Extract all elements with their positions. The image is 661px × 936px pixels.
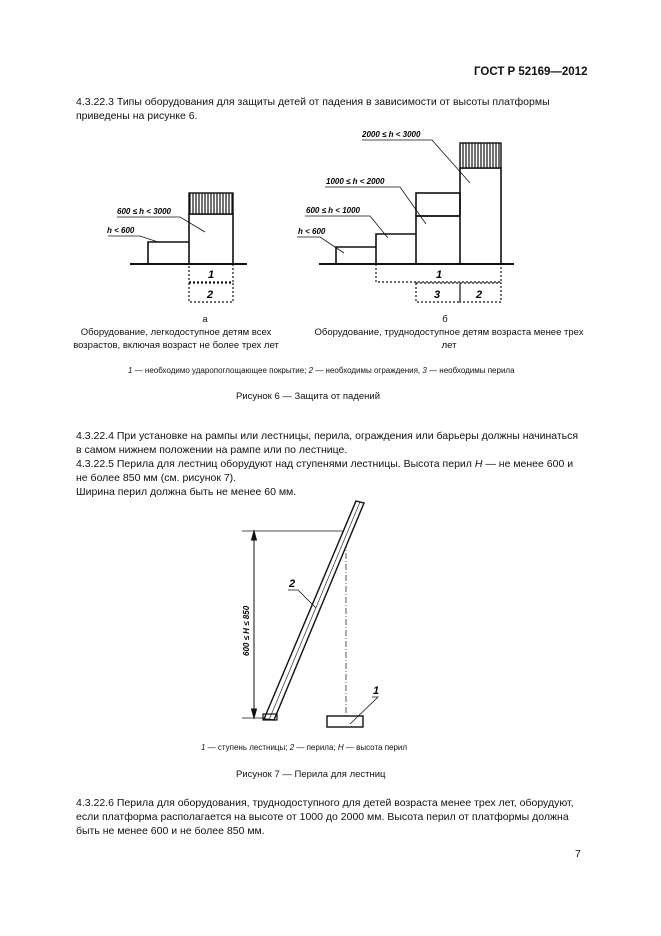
paragraph-4-3-22-6: 4.3.22.6 Перила для оборудования, труднодоступного для детей возраста менее трех лет, оборудуют, если платформа располагается на высоте от 1000 до 2000 мм. Высота перил от платформы должна быть не менее 600 и не более 850 мм.	[76, 797, 574, 837]
legend-num: 2	[289, 743, 295, 752]
fig7-label-2: 2	[289, 578, 296, 590]
fig6b-label-1000-2000: 1000 ≤ h < 2000	[326, 177, 385, 186]
fig6b-box-3: 3	[434, 289, 441, 301]
fig6b-label-2000-3000: 2000 ≤ h < 3000	[362, 130, 421, 139]
fig6a-box-2: 2	[207, 289, 214, 301]
fig6b-label-600-1000: 600 ≤ h < 1000	[306, 206, 360, 215]
legend-num: 3	[422, 366, 427, 375]
legend-text: — перила;	[294, 743, 338, 752]
legend-text: — высота перил	[343, 743, 408, 752]
legend-text: — необходимо ударопоглощающее покрытие;	[132, 366, 309, 375]
fig6b-label-h-lt-600: h < 600	[298, 227, 326, 236]
page-number: 7	[575, 848, 581, 860]
fig7-dimension-label: 600 ≤ H ≤ 850	[242, 605, 251, 656]
document-header: ГОСТ Р 52169—2012	[474, 66, 588, 78]
fig6b-caption: Оборудование, труднодоступное детям возраста менее трех лет	[314, 327, 584, 351]
fig7-label-1: 1	[373, 685, 380, 697]
figure-6-title: Рисунок 6 — Защита от падений	[236, 391, 381, 402]
legend-num: 2	[308, 366, 314, 375]
legend-num: 1	[128, 366, 133, 375]
legend-text: — необходимы ограждения,	[313, 366, 423, 375]
fig6a-sub-letter: а	[202, 314, 208, 325]
fig6b-box-2: 2	[476, 289, 483, 301]
fig6a-label-600-3000: 600 ≤ h < 3000	[117, 207, 171, 216]
paragraph-rail-width: Ширина перил должна быть не менее 60 мм.	[76, 486, 297, 498]
fig6a-caption: Оборудование, легкодоступное детям всех возрастов, включая возраст не более трех лет	[73, 327, 279, 351]
fig6a-label-h-lt-600: h < 600	[107, 226, 135, 235]
fig7-legend	[201, 743, 407, 752]
paragraph-text: — не менее 600 и не более 850 мм (см. рисунок 7).	[76, 458, 574, 484]
legend-text: — ступень лестницы;	[205, 743, 290, 752]
variable-h: H	[474, 458, 483, 470]
paragraph-text: 4.3.22.5 Перила для лестниц оборудуют над ступенями лестницы. Высота перил	[76, 458, 472, 470]
paragraph-text: 4.3.22.3 Типы оборудования для защиты детей от падения в зависимости от высоты платформы приведены на рисунке 6.	[76, 96, 550, 122]
paragraph-4-3-22-4: 4.3.22.4 При установке на рампы или лестницы, перила, ограждения или барьеры должны начинаться в самом нижнем положении на рампе или по лестнице.	[76, 430, 579, 456]
legend-num: H	[337, 743, 344, 752]
legend-num: 1	[201, 743, 206, 752]
fig6b-sub-letter: б	[442, 314, 448, 325]
legend-text: — необходимы перила	[426, 366, 515, 375]
fig6a-box-1: 1	[208, 269, 215, 281]
figure-7-title: Рисунок 7 — Перила для лестниц	[236, 769, 386, 780]
fig6b-box-1: 1	[436, 269, 443, 281]
